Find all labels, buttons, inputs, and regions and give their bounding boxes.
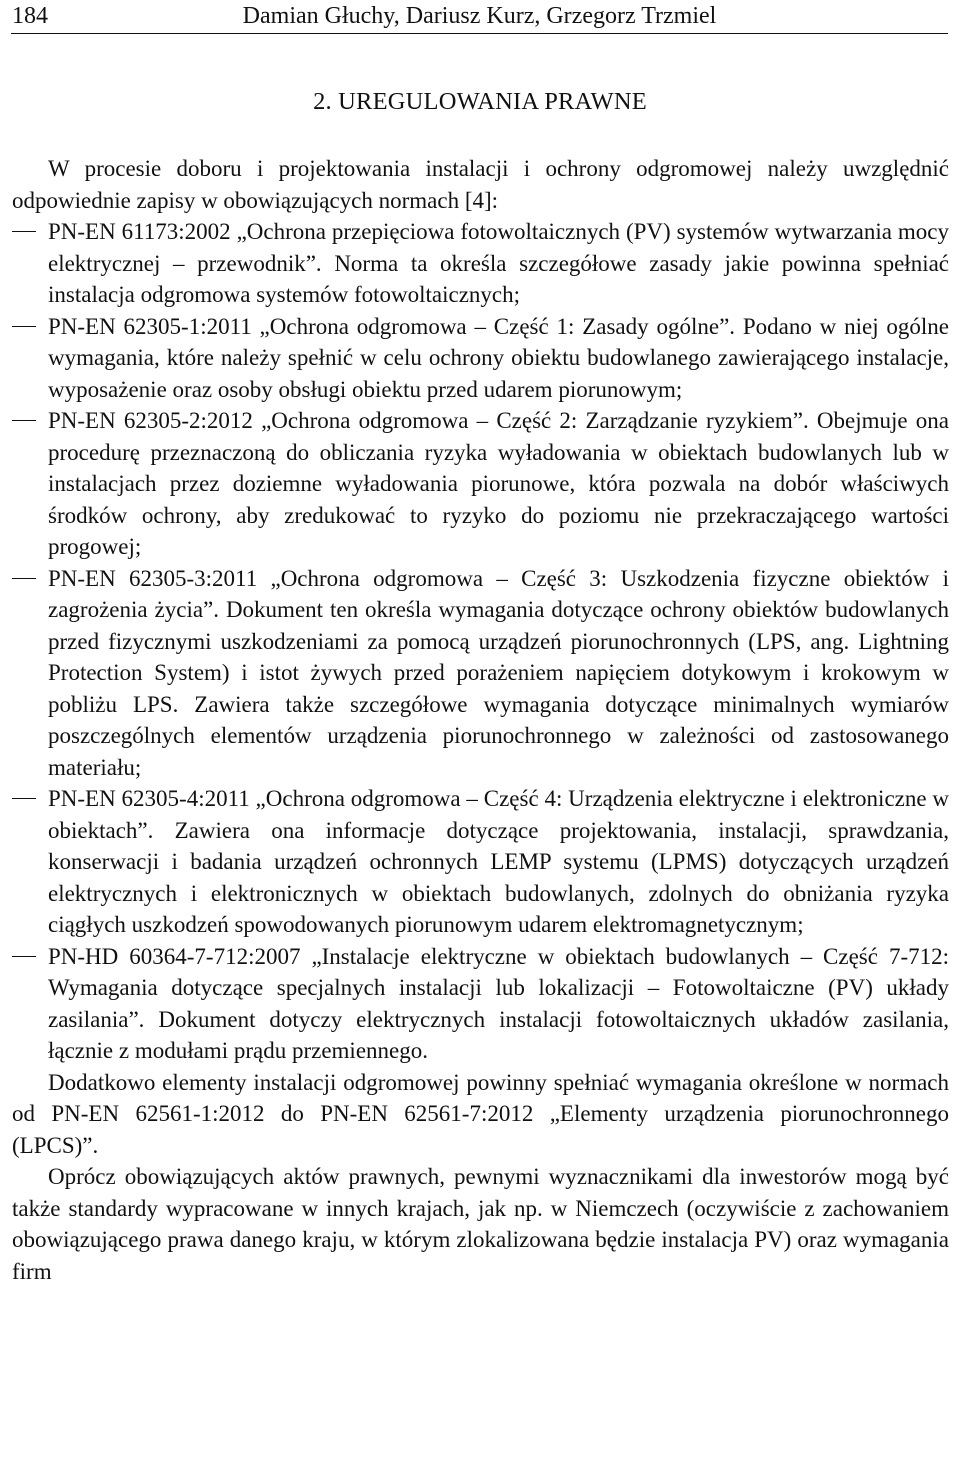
header-authors: Damian Głuchy, Dariusz Kurz, Grzegorz Trzmiel bbox=[242, 3, 717, 29]
dash-bullet-icon bbox=[12, 798, 36, 799]
dash-bullet-icon bbox=[12, 231, 36, 232]
intro-paragraph: W procesie doboru i projektowania instalacji i ochrony odgromowej należy uwzględnić odpowiednie zapisy w obowiązujących normach [4]: bbox=[12, 156, 949, 213]
list-item bbox=[12, 216, 949, 311]
list-item bbox=[12, 563, 949, 784]
list-item-text: PN-HD 60364-7-712:2007 „Instalacje elektryczne w obiektach budowlanych – Część 7-712: Wymagania dotyczące specjalnych instalacji lub lokalizacji – Fotowoltaiczne (PV) układy zasilania”. Dokument dotyczy elektrycznych instalacji fotowoltaicznych układów zasilania, łącznie z modułami prądu przemiennego. bbox=[48, 943, 949, 1063]
running-header bbox=[11, 0, 948, 34]
list-item bbox=[12, 783, 949, 941]
list-item-text: PN-EN 62305-2:2012 „Ochrona odgromowa – Część 2: Zarządzanie ryzykiem”. Obejmuje ona procedurę przeznaczoną do obliczania ryzyka wyładowania w obiektach budowlanych lub w instalacjach przez doziemne wyładowania piorunowe, która pozwala na dobór właściwych środków ochrony, aby zredukować to ryzyko do poziomu nie przekraczającego wartości progowej; bbox=[48, 408, 949, 559]
list-item-text: PN-EN 61173:2002 „Ochrona przepięciowa fotowoltaicznych (PV) systemów wytwarzania mocy elektrycznej – przewodnik”. Norma ta określa szczegółowe zasady jakie powinna spełniać instalacja odgromowa systemów fotowoltaicznych; bbox=[48, 219, 949, 307]
dash-bullet-icon bbox=[12, 420, 36, 421]
dash-bullet-icon bbox=[12, 578, 36, 579]
list-item bbox=[12, 311, 949, 406]
list-item-text: PN-EN 62305-3:2011 „Ochrona odgromowa – Część 3: Uszkodzenia fizyczne obiektów i zagrożenia życia”. Dokument ten określa wymagania dotyczące ochrony obiektów budowlanych przed fizycznymi uszkodzeniami za pomocą urządzeń piorunochronnych (LPS, ang. Lightning Protection System) i istot żywych przed porażeniem napięciem dotykowym i krokowym w pobliżu LPS. Zawiera także szczegółowe wymagania dotyczące minimalnych wymiarów poszczególnych elementów urządzenia piorunochronnego w zależności od zastosowanego materiału; bbox=[48, 565, 949, 780]
list-item-text: PN-EN 62305-4:2011 „Ochrona odgromowa – Część 4: Urządzenia elektryczne i elektroniczne w obiektach”. Zawiera ona informacje dotyczące projektowania, instalacji, sprawdzania, konserwacji i badania urządzeń ochronnych LEMP systemu (LPMS) dotyczących urządzeń elektrycznych i elektronicznych w obiektach budowlanych, zdolnych do obniżania ryzyka ciągłych uszkodzeń spowodowanych piorunowym udarem elektromagnetycznym; bbox=[48, 786, 949, 937]
page-number: 184 bbox=[12, 3, 48, 29]
list-item bbox=[12, 941, 949, 1067]
additional-paragraph: Dodatkowo elementy instalacji odgromowej powinny spełniać wymagania określone w normach od PN-EN 62561-1:2012 do PN-EN 62561-7:2012 „Elementy urządzenia piorunochronnego (LPCS)”. bbox=[12, 1069, 949, 1158]
other-standards-paragraph: Oprócz obowiązujących aktów prawnych, pewnymi wyznacznikami dla inwestorów mogą być także standardy wypracowane w innych krajach, jak np. w Niemczech (oczywiście z zachowaniem obowiązującego prawa danego kraju, w którym zlokalizowana będzie instalacja PV) oraz wymagania firm bbox=[12, 1164, 949, 1284]
dash-bullet-icon bbox=[12, 326, 36, 327]
list-item-text: PN-EN 62305-1:2011 „Ochrona odgromowa – Część 1: Zasady ogólne”. Podano w niej ogólne wymagania, które należy spełnić w celu ochrony obiektu budowlanego zawierającego instalacje, wyposażenie oraz osoby obsługi obiektu przed udarem piorunowym; bbox=[48, 313, 949, 402]
norms-list bbox=[12, 216, 949, 1067]
dash-bullet-icon bbox=[12, 956, 36, 957]
section-body bbox=[12, 153, 949, 1287]
list-item bbox=[12, 405, 949, 563]
section-heading: 2. UREGULOWANIA PRAWNE bbox=[313, 88, 647, 115]
